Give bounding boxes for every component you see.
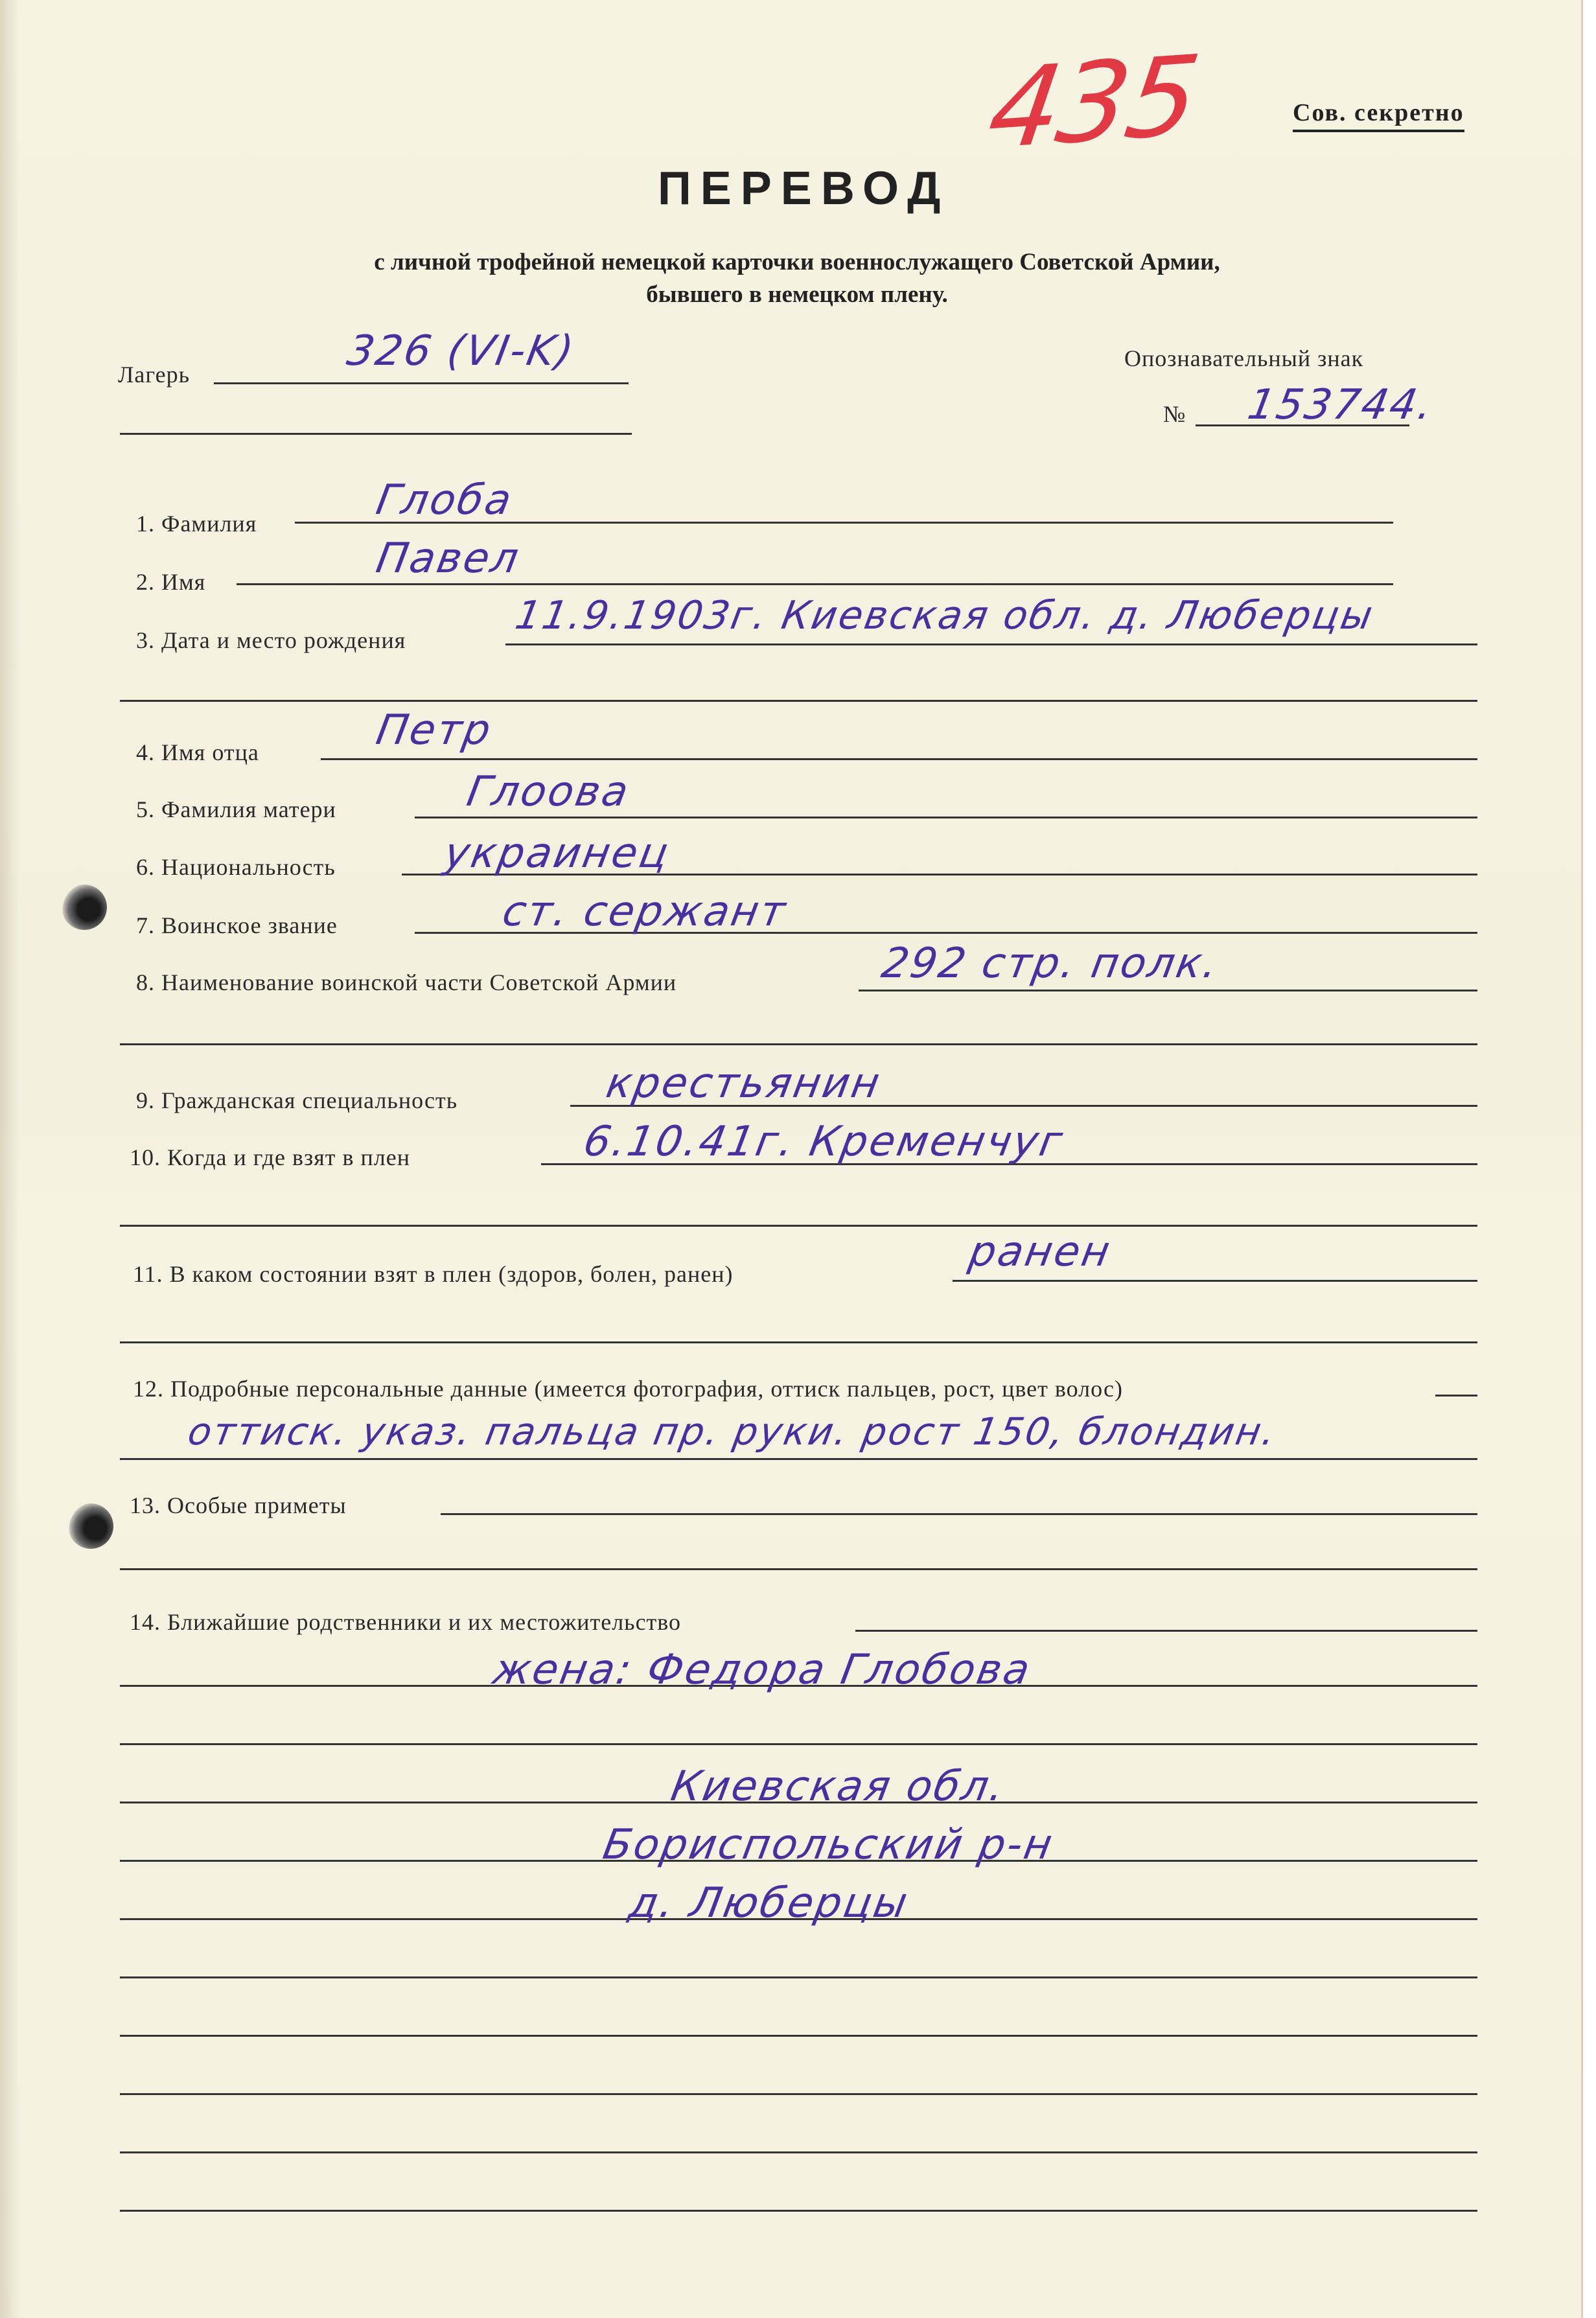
- underline: [120, 2151, 1477, 2153]
- field-label-mother-surname: 5. Фамилия матери: [136, 796, 336, 822]
- field-value-name: Павел: [373, 535, 524, 583]
- underline: [120, 433, 632, 435]
- field-label-birth: 3. Дата и место рождения: [136, 627, 406, 653]
- document-title: ПЕРЕВОД: [658, 163, 950, 214]
- subtitle-line: бывшего в немецком плену.: [646, 281, 948, 308]
- underline: [120, 2035, 1477, 2037]
- underline: [1435, 1395, 1477, 1397]
- underline: [120, 1743, 1477, 1745]
- archive-number: 435: [980, 32, 1205, 174]
- field-label-rank: 7. Воинское звание: [136, 912, 338, 938]
- underline: [120, 2210, 1477, 2212]
- relatives-value-line: жена: Федора Глобова: [489, 1646, 1035, 1694]
- punch-hole: [68, 1503, 113, 1549]
- underline: [120, 700, 1477, 702]
- underline: [120, 1976, 1477, 1978]
- document-subtitle: [194, 246, 1400, 311]
- camp-label: Лагерь: [118, 362, 191, 388]
- relatives-value-line: Бориспольский р-н: [599, 1821, 1058, 1869]
- underline: [321, 758, 1477, 760]
- id-tag-value: 153744.: [1244, 381, 1438, 429]
- underline: [120, 1043, 1477, 1045]
- field-value-surname: Глоба: [373, 476, 517, 524]
- relatives-value-line: Киевская обл.: [667, 1763, 1010, 1811]
- classification-stamp: Сов. секретно: [1293, 99, 1464, 132]
- underline: [953, 1280, 1477, 1282]
- underline: [120, 1458, 1477, 1460]
- field-value-condition: ранен: [966, 1228, 1115, 1276]
- subtitle-line: с личной трофейной немецкой карточки военнослужащего Советской Армии,: [374, 249, 1220, 275]
- underline: [120, 1568, 1477, 1570]
- underline: [855, 1630, 1477, 1632]
- field-value-captured: 6.10.41г. Кременчуг: [580, 1118, 1068, 1166]
- field-label-condition: 11. В каком состоянии взят в плен (здоров, болен, ранен): [133, 1261, 734, 1287]
- underline: [415, 817, 1477, 818]
- field-label-special-marks: 13. Особые приметы: [130, 1492, 347, 1518]
- field-label-civil-specialty: 9. Гражданская специальность: [136, 1087, 458, 1113]
- field-label-surname: 1. Фамилия: [136, 511, 257, 537]
- punch-hole: [62, 885, 107, 930]
- field-value-father-name: Петр: [373, 706, 496, 754]
- field-label-military-unit: 8. Наименование воинской части Советской Армии: [136, 969, 677, 995]
- field-label-father-name: 4. Имя отца: [136, 739, 259, 765]
- underline: [505, 643, 1477, 645]
- field-value-personal-data: оттиск. указ. пальца пр. руки. рост 150, блондин.: [185, 1409, 1281, 1454]
- field-value-military-unit: 292 стр. полк.: [878, 940, 1223, 988]
- camp-value: 326 (VI-K): [343, 327, 579, 375]
- underline: [214, 382, 629, 384]
- field-value-mother-surname: Глоова: [463, 768, 634, 816]
- underline: [237, 583, 1393, 585]
- field-value-rank: ст. сержант: [499, 888, 791, 936]
- underline: [441, 1513, 1477, 1515]
- relatives-value-line: д. Люберцы: [625, 1879, 913, 1927]
- field-label-name: 2. Имя: [136, 569, 206, 595]
- paper-edge-shadow: [0, 0, 19, 2318]
- id-tag-label: Опознавательный знак: [1124, 345, 1364, 371]
- underline: [120, 1341, 1477, 1343]
- field-label-relatives: 14. Ближайшие родственники и их местожительство: [130, 1609, 682, 1635]
- underline: [859, 990, 1477, 991]
- underline: [120, 1225, 1477, 1227]
- id-tag-number-label: №: [1163, 401, 1186, 427]
- field-label-personal-data: 12. Подробные персональные данные (имеется фотография, оттиск пальцев, рост, цвет волос): [133, 1376, 1123, 1402]
- field-label-captured: 10. Когда и где взят в плен: [130, 1144, 411, 1170]
- underline: [120, 2093, 1477, 2095]
- field-value-birth: 11.9.1903г. Киевская обл. д. Люберцы: [512, 593, 1378, 638]
- field-value-nationality: украинец: [441, 829, 674, 877]
- field-value-civil-specialty: крестьянин: [603, 1060, 885, 1107]
- field-label-nationality: 6. Национальность: [136, 854, 336, 880]
